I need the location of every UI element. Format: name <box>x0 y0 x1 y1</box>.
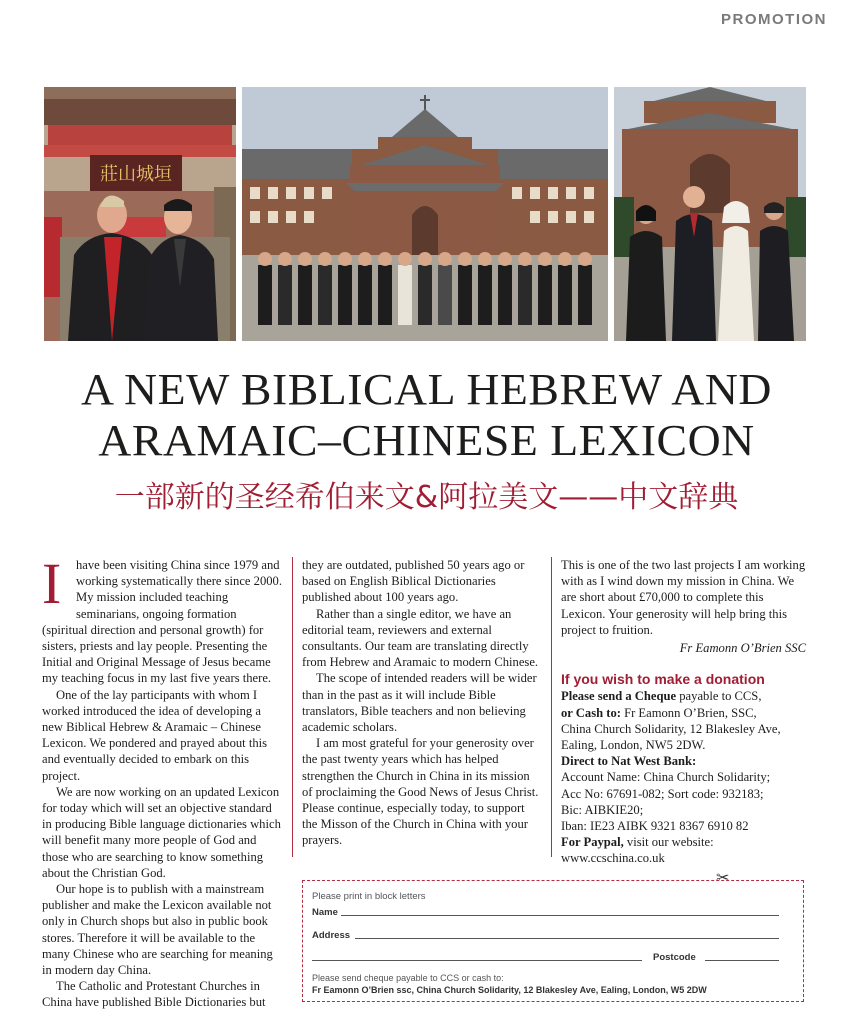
photo-priest-with-sisters <box>614 87 806 341</box>
address-line: China Church Solidarity, 12 Blakesley Ave, <box>561 721 781 736</box>
headline-line-1: A NEW BIBLICAL HEBREW AND <box>81 365 772 414</box>
postcode-field[interactable] <box>705 960 779 961</box>
cash-label: or Cash to: <box>561 705 621 720</box>
cheque-line <box>561 688 806 704</box>
drop-cap: I <box>42 551 62 616</box>
headline-line-2: ARAMAIC–CHINESE LEXICON <box>98 416 755 465</box>
paragraph-text: have been visiting China since 1979 and working systematically there since 2000. My mission included teaching seminarians, ongoing formation (spiritual direction and personal growth) for sisters, priests and lay people. Presenting the Initial and Original Message of Jesus became my teaching focus in my last five years there. <box>42 558 282 686</box>
coupon-footer-address: Fr Eamonn O’Brien ssc, China Church Solidarity, 12 Blakesley Ave, Ealing, London, W5 2DW <box>312 985 707 995</box>
paragraph: We are now working on an updated Lexicon for today which will set an objective standard in producing Bible language dictionaries which will benefit many more people of God and those who are searching to know something about the Christian God. <box>42 784 281 880</box>
iban: Iban: IE23 AIBK 9321 8367 6910 82 <box>561 819 749 834</box>
coupon-footer-note: Please send cheque payable to CCS or cash to: <box>312 973 504 983</box>
paragraph: Rather than a single editor, we have an editorial team, reviewers and external consultants. Our team are translating directly from Hebrew and Aramaic to modern Chinese. <box>302 606 539 670</box>
paypal-label: For Paypal, <box>561 835 624 850</box>
scissors-icon: ✂ <box>716 870 730 887</box>
cash-text: Fr Eamonn O’Brien, SSC, <box>620 705 757 720</box>
website-link[interactable]: www.ccschina.co.uk <box>561 851 665 866</box>
section-tag: PROMOTION <box>721 11 827 28</box>
paragraph: they are outdated, published 50 years ago or based on English Biblical Dictionaries published about 100 years ago. <box>302 558 525 605</box>
paragraph: The scope of intended readers will be wider than in the past as it will include Bible translators, Bible teachers and non believing academic scholars. <box>302 671 537 735</box>
postcode-label: Postcode <box>653 952 696 963</box>
bic: Bic: AIBKIE20; <box>561 802 644 817</box>
address-field[interactable] <box>355 938 779 939</box>
chinese-title: 一部新的圣经希伯来文&阿拉美文——中文辞典 <box>114 480 739 515</box>
paypal-text: visit our website: <box>623 835 714 850</box>
address-field-line-2[interactable] <box>312 960 642 961</box>
address-label: Address <box>312 930 351 941</box>
article-column-3 <box>561 557 806 867</box>
column-divider-1 <box>292 557 293 857</box>
gate-sign-text: 莊山城垣 <box>100 164 172 185</box>
account-name: Account Name: China Church Solidarity; <box>561 770 771 785</box>
account-number: Acc No: 67691-082; Sort code: 932183; <box>561 786 764 801</box>
headline <box>0 364 853 466</box>
name-field[interactable] <box>341 915 779 916</box>
signature: Fr Eamonn O’Brien SSC <box>679 641 806 656</box>
bank-heading: Direct to Nat West Bank: <box>561 754 697 769</box>
cheque-label: Please send a Cheque <box>561 689 677 704</box>
cash-line <box>561 705 806 721</box>
coupon-hint: Please print in block letters <box>312 891 426 902</box>
paypal-line <box>561 834 806 850</box>
name-label: Name <box>312 907 338 918</box>
paragraph: I am most grateful for your generosity over the past twenty years which has helped strengthen the Church in China in its mission of proclaiming the Good News of Jesus Christ. Please continue, especially today, to support the Misson of the Church in China with your prayers. <box>302 736 539 848</box>
column-divider-2 <box>551 557 552 857</box>
paragraph: This is one of the two last projects I am working with as I wind down my mission in China. We are short about £70,000 to complete this Lexicon. Your generosity will help bring this project to fruition. <box>561 558 806 637</box>
donation-heading: If you wish to make a donation <box>561 671 765 688</box>
donation-coupon <box>302 880 804 1002</box>
paragraph: The Catholic and Protestant Churches in China have published Bible Dictionaries but <box>42 979 266 1010</box>
article-column-1 <box>42 551 283 1011</box>
photo-two-men-at-gate <box>44 87 236 341</box>
paragraph: One of the lay participants with whom I worked introduced the idea of developing a new Biblical Hebrew & Aramaic – Chinese Lexicon. We pondered and prayed about this and eventually decided to embark on this project. <box>42 687 268 783</box>
paragraph <box>42 551 283 687</box>
paragraph: Our hope is to publish with a mainstream publisher and make the Lexicon available not only in Church shops but also in public book stores. Therefore it will be available to the many Chinese who are searching for meaning in modern day China. <box>42 882 273 978</box>
article-column-2 <box>302 557 543 849</box>
address-line: Ealing, London, NW5 2DW. <box>561 738 706 753</box>
cheque-text: payable to CCS, <box>676 689 762 704</box>
photo-group-at-seminary <box>242 87 608 341</box>
